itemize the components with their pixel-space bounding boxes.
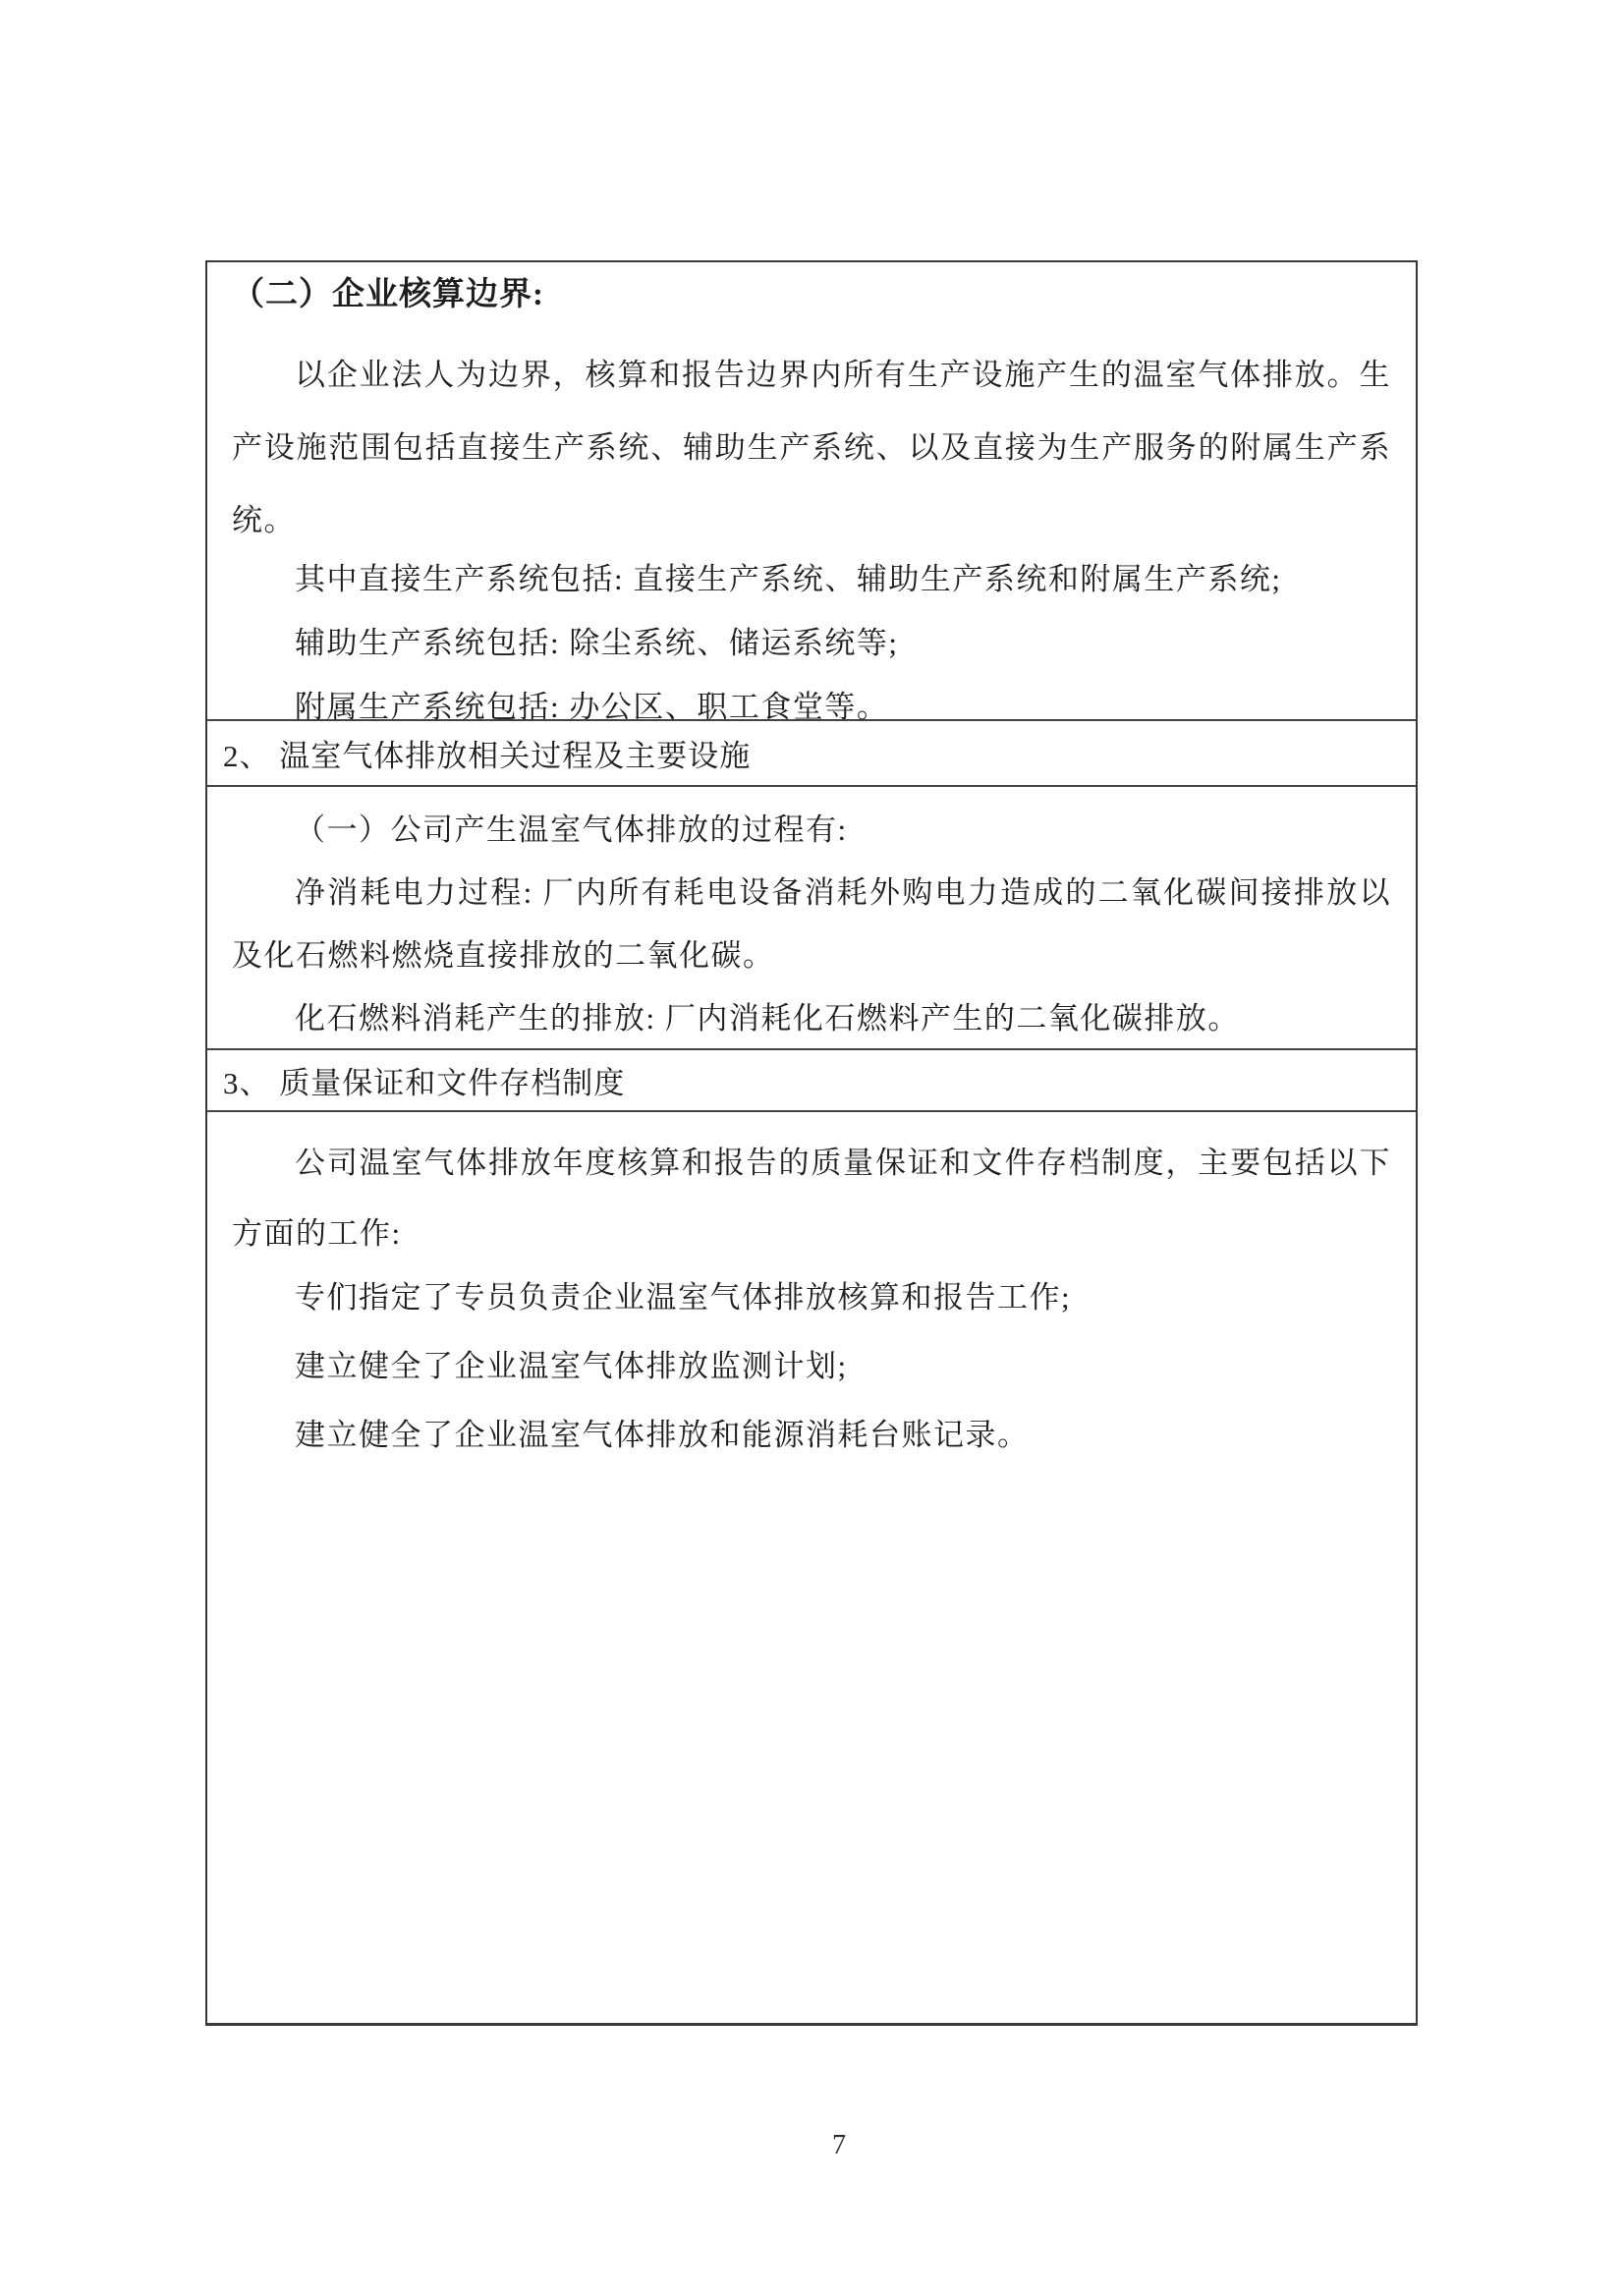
- section-emission-processes: [207, 785, 1416, 1048]
- paragraph-net-electricity-process: 净消耗电力过程: 厂内所有耗电设备消耗外购电力造成的二氧化碳间接排放以及化石燃料燃烧直接排放的二氧化碳。: [232, 875, 1391, 973]
- paragraph-auxiliary-production-systems: 辅助生产系统包括: 除尘系统、储运系统等;: [295, 626, 899, 660]
- row-header-quality-assurance: [207, 1048, 1416, 1110]
- paragraph-qa-ledger-records: 建立健全了企业温室气体排放和能源消耗台账记录。: [295, 1418, 1030, 1452]
- paragraph-attached-production-systems: 附属生产系统包括: 办公区、职工食堂等。: [295, 690, 889, 724]
- section-quality-assurance: [207, 1110, 1416, 2028]
- header-quality-assurance-label: 3、 质量保证和文件存档制度: [223, 1066, 626, 1100]
- paragraph-direct-production-systems: 其中直接生产系统包括: 直接生产系统、辅助生产系统和附属生产系统;: [295, 562, 1282, 596]
- section-accounting-boundary: [207, 262, 1416, 724]
- section-heading-accounting-boundary: （二）企业核算边界:: [232, 277, 544, 312]
- paragraph-fossil-fuel-emission: 化石燃料消耗产生的排放: 厂内消耗化石燃料产生的二氧化碳排放。: [295, 1001, 1240, 1036]
- paragraph-emission-process-intro: （一）公司产生温室气体排放的过程有:: [295, 812, 848, 847]
- paragraph-qa-intro: 公司温室气体排放年度核算和报告的质量保证和文件存档制度，主要包括以下方面的工作:: [232, 1146, 1391, 1251]
- paragraph-boundary-description: 以企业法人为边界，核算和报告边界内所有生产设施产生的温室气体排放。生产设施范围包括直接生产系统、辅助生产系统、以及直接为生产服务的附属生产系统。: [232, 358, 1391, 537]
- paragraph-qa-designated-staff: 专们指定了专员负责企业温室气体排放核算和报告工作;: [295, 1280, 1072, 1315]
- page-number: 7: [832, 2130, 846, 2160]
- paragraph-qa-monitoring-plan: 建立健全了企业温室气体排放监测计划;: [295, 1349, 848, 1383]
- header-emission-processes-label: 2、 温室气体排放相关过程及主要设施: [223, 739, 752, 773]
- content-table: [205, 260, 1418, 2026]
